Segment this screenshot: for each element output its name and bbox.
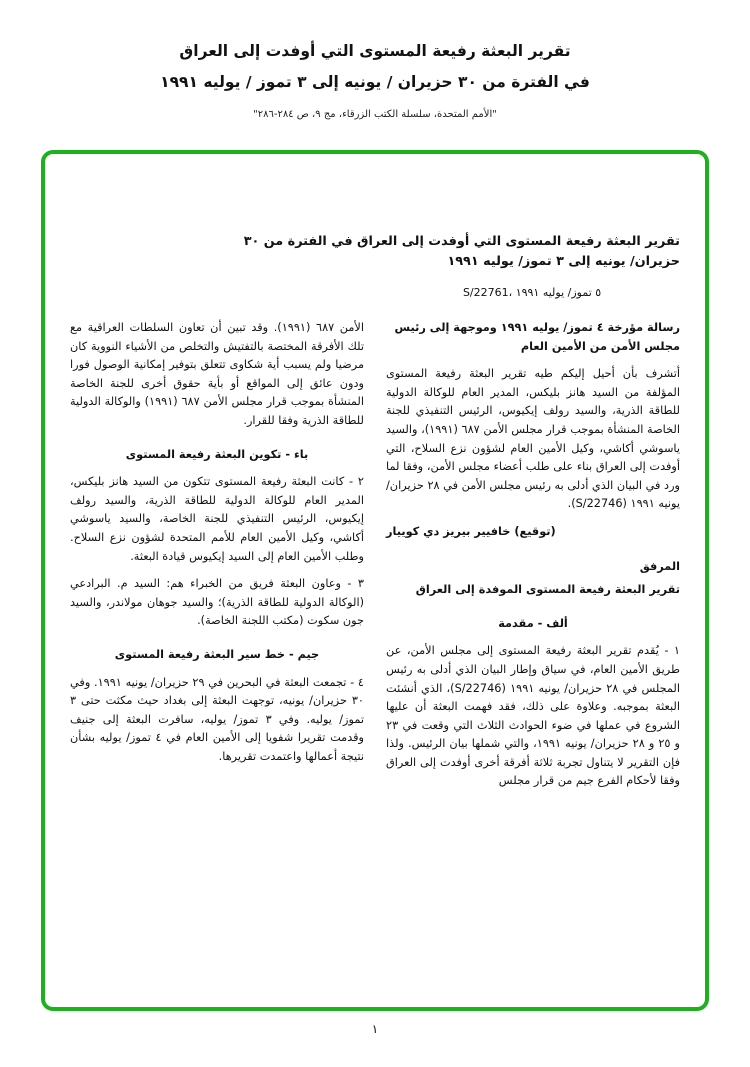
section-a-heading: ألف - مقدمة: [498, 616, 568, 630]
document-title-line1: تقرير البعثة رفيعة المستوى التي أوفدت إلى العراق في الفترة من ٣٠: [243, 234, 680, 249]
paragraph-1-continuation: الأمن ٦٨٧ (١٩٩١). وقد تبين أن تعاون السلطات العراقية مع تلك الأفرقة المختصة بالتفتيش والتخلص من الأشياء النووية كان مرضيا ولم يسبب أية شكاوى تتعلق بتوفير إمكانية الوصول فورا ودون عائق إلى المواقع أو بأية حقوق أخرى للجنة الخاصة المنشأة بموجب قرار مجلس الأمن ٦٨٧ (١٩٩١) والوكالة الدولية للطاقة الذرية وفقا للقرار.: [70, 321, 365, 427]
section-b-heading: باء - تكوين البعثة رفيعة المستوى: [125, 447, 309, 461]
signature-line: (توقيع) خافيير بيريز دي كوييار: [386, 524, 556, 538]
paragraph-3: ٣ - وعاون البعثة فريق من الخبراء هم: السيد م. البرادعي (الوكالة الدولية للطاقة الذرية)؛ والسيد جوهان مولاندر، والسيد جون سكوت (مكتب اللجنة الخاصة).: [70, 577, 364, 628]
document-title-line2: حزيران/ يونيه إلى ٣ تموز/ يوليه ١٩٩١: [447, 254, 680, 269]
document-reference-line: S/22761، ٥ تموز/ يوليه ١٩٩١: [462, 286, 602, 299]
two-column-layout: [70, 319, 680, 800]
document-title-block: [70, 232, 680, 299]
document-frame: [41, 150, 709, 1011]
left-column: [70, 319, 364, 800]
main-title-line2: في الفترة من ٣٠ حزيران / يونيه إلى ٣ تموز / يوليه ١٩٩١: [160, 73, 590, 91]
annex-title: تقرير البعثة رفيعة المستوى الموفدة إلى العراق: [415, 583, 680, 597]
paragraph-4: ٤ - تجمعت البعثة في البحرين في ٢٩ حزيران/ يونيه ١٩٩١. وفي ٣٠ حزيران/ يونيه، توجهت البعثة إلى بغداد حيث مكثت حتى ٣ تموز/ يوليه. وفي ٣ تموز/ يوليه، سافرت البعثة إلى جنيف وقدمت تقريرا شفويا إلى الأمين العام في ٤ تموز/ يوليه بشأن نتيجة أعمالها واعتمدت تقريرها.: [70, 675, 364, 763]
paragraph-2: ٢ - كانت البعثة رفيعة المستوى تتكون من السيد هانز بليكس، المدير العام للوكالة الدولية للطاقة الذرية، والسيد رولف إيكيوس، الرئيس التنفيذي للجنة الخاصة، والسيد ياسوشي أكاشي، وكيل الأمين العام للأمم المتحدة لشؤون نزع السلاح. وطلب الأمين العام إلى السيد إيكيوس قيادة البعثة.: [70, 475, 364, 563]
paragraph-1: ١ - يُقدم تقرير البعثة رفيعة المستوى إلى مجلس الأمن، عن طريق الأمين العام، في سياق وإطار البيان الذي أدلى به رئيس المجلس في ٢٨ حزيران/ يونيه ١٩٩١ (S/22746)، الذي أنشئت البعثة بموجبه. وعلاوة على ذلك، فقد فهمت البعثة أن عليها الشروع في عملها في ضوء الحوادث الثلاث التي وقعت في ٢٣ و ٢٥ و ٢٨ حزيران/ يونيه ١٩٩١، والتي شملها بيان الرئيس. ولذا فإن التقرير لا يتناول تجربة ثلاثة أفرقة أخرى أوفدت إلى العراق وفقا لأحكام الفرع جيم من قرار مجلس: [386, 644, 681, 788]
page-header: [0, 36, 750, 120]
letter-body: أتشرف بأن أحيل إليكم طيه تقرير البعثة رفيعة المستوى المؤلفة من السيد هانز بليكس، المدير العام للوكالة الدولية للطاقة الذرية، والسيد رولف إيكيوس، الرئيس التنفيذي للجنة الخاصة المنشأة بموجب قرار مجلس الأمن ٦٨٧ (١٩٩١)، والسيد ياسوشي أكاشي، وكيل الأمين العام لشؤون نزع السلاح، التي أوفدت إلى العراق بناء على طلب أعضاء مجلس الأمن، وفقا لما ورد في البيان الذي أدلى به رئيس مجلس الأمن في ٢٨ حزيران/ يونيه ١٩٩١ (S/22746).: [386, 367, 680, 511]
source-citation: "الأمم المتحدة، سلسلة الكتب الزرقاء، مج ٩، ص ٢٨٤-٢٨٦": [253, 109, 497, 120]
right-column: [386, 319, 680, 800]
page-number: ١: [371, 1022, 379, 1036]
section-c-heading: جيم - خط سير البعثة رفيعة المستوى: [114, 647, 320, 661]
document-body: [45, 154, 705, 1007]
annex-label: المرفق: [639, 559, 680, 573]
main-title-line1: تقرير البعثة رفيعة المستوى التي أوفدت إلى العراق: [179, 42, 571, 60]
letter-heading: رسالة مؤرخة ٤ تموز/ يوليه ١٩٩١ وموجهة إلى رئيس مجلس الأمن من الأمين العام: [394, 321, 680, 353]
